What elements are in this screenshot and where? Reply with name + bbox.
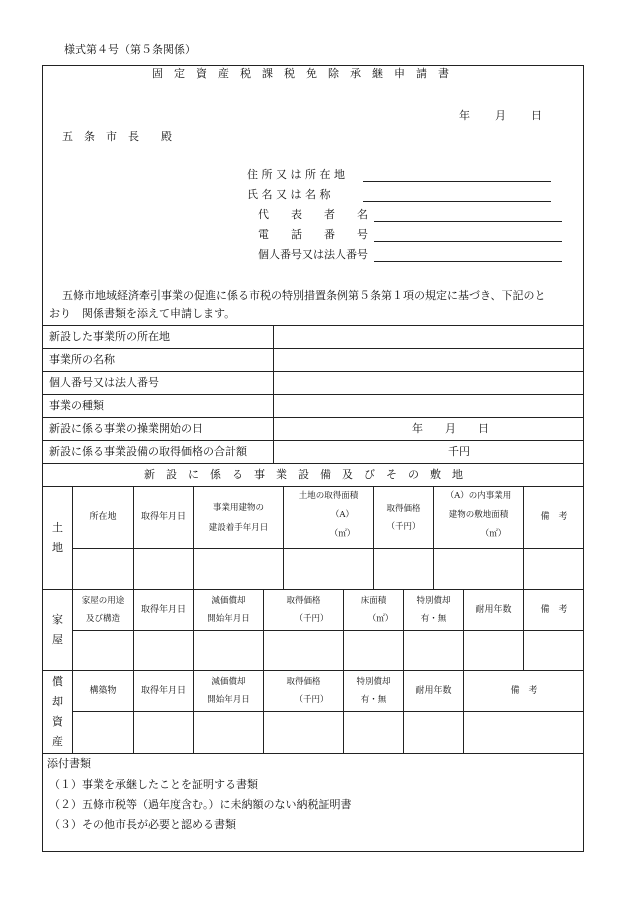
dep-acq-price-cell[interactable]	[264, 712, 343, 753]
house-special-dep-header: 特別償却 有・無	[416, 596, 451, 624]
info-value-field[interactable]	[274, 326, 583, 348]
land-building-start-header: 事業用建物の 建設着手年月日	[208, 502, 269, 533]
dep-dep-start-cell[interactable]	[194, 712, 263, 753]
total-acquisition-price-field[interactable]: 千円	[448, 445, 470, 458]
land-area-cell[interactable]	[284, 549, 373, 589]
info-label: 新設に係る事業設備の取得価格の合計額	[49, 445, 247, 458]
dep-remarks-header: 備 考	[510, 685, 538, 696]
info-label: 事業所の名称	[49, 353, 115, 366]
land-building-start-cell[interactable]	[194, 549, 283, 589]
representative-label: 代 表 者 名	[258, 208, 368, 221]
info-value-field[interactable]	[274, 395, 583, 417]
info-label: 個人番号又は法人番号	[49, 376, 159, 389]
house-acq-date-cell[interactable]	[134, 631, 193, 670]
statement-line-1: 五條市地域経済牽引事業の促進に係る市税の特別措置条例第５条第１項の規定に基づき、下記のと	[62, 289, 546, 302]
address-field[interactable]	[363, 181, 551, 182]
attachment-item: （１）事業を承継したことを証明する書類	[49, 778, 258, 791]
facilities-header: 新 設 に 係 る 事 業 設 備 及 び そ の 敷 地	[144, 468, 463, 481]
house-special-dep-cell[interactable]	[404, 631, 463, 670]
date-day[interactable]: 日	[531, 109, 542, 122]
name-label: 氏 名 又 は 名 称	[247, 188, 331, 201]
id-number-field[interactable]	[374, 261, 562, 262]
dep-special-dep-header: 特別償却 有・無	[356, 677, 391, 705]
attachment-item: （３）その他市長が必要と認める書類	[49, 818, 236, 831]
info-label: 新設した事業所の所在地	[49, 330, 170, 343]
phone-field[interactable]	[374, 241, 562, 242]
house-acq-date-header: 取得年月日	[140, 604, 186, 615]
address-label: 住 所 又 は 所 在 地	[247, 168, 345, 181]
house-acq-price-header: 取得価格 （千円）	[286, 596, 329, 624]
dep-structures-header: 構築物	[89, 685, 117, 696]
dep-useful-life-header: 耐用年数	[415, 685, 452, 696]
id-number-label: 個人番号又は法人番号	[258, 248, 368, 261]
land-section-label: 土 地	[52, 521, 63, 554]
addressee: 五 条 市 長 殿	[62, 130, 172, 143]
house-remarks-header: 備 考	[540, 604, 568, 615]
house-section-label: 家 屋	[52, 613, 63, 646]
name-field[interactable]	[363, 201, 551, 202]
house-useful-life-header: 耐用年数	[475, 604, 512, 615]
dep-acq-date-cell[interactable]	[134, 712, 193, 753]
land-inner-area-header: （A）の内事業用 建物の敷地面積 （㎡）	[445, 491, 512, 539]
land-acq-price-header: 取得価格 （千円）	[386, 503, 421, 532]
land-remarks-cell[interactable]	[524, 549, 584, 589]
dep-remarks-cell[interactable]	[464, 712, 584, 753]
operation-start-date-field[interactable]: 年 月 日	[412, 422, 489, 435]
dep-structures-cell[interactable]	[73, 712, 133, 753]
representative-field[interactable]	[374, 221, 562, 222]
house-dep-start-header: 減価償却 開始年月日	[207, 596, 250, 624]
form-title: 固 定 資 産 税 課 税 免 除 承 継 申 請 書	[152, 67, 449, 80]
info-label: 新設に係る事業の操業開始の日	[49, 422, 203, 435]
house-floor-area-header: 床面積 （㎡）	[360, 596, 394, 624]
land-area-header: 土地の取得面積 （A） （㎡）	[298, 491, 359, 539]
house-acq-price-cell[interactable]	[264, 631, 343, 670]
land-location-header: 所在地	[89, 512, 117, 522]
form-number: 様式第４号（第５条関係）	[64, 43, 196, 56]
house-useful-life-cell[interactable]	[464, 631, 523, 670]
land-location-cell[interactable]	[73, 549, 133, 589]
house-remarks-cell[interactable]	[524, 631, 584, 670]
attachments-heading: 添付書類	[47, 757, 91, 770]
house-use-header: 家屋の用途 及び構造	[81, 596, 125, 624]
info-label: 事業の種類	[49, 399, 104, 412]
date-month[interactable]: 月	[495, 109, 506, 122]
dep-dep-start-header: 減価償却 開始年月日	[207, 677, 250, 705]
date-year[interactable]: 年	[459, 109, 470, 122]
land-inner-area-cell[interactable]	[434, 549, 523, 589]
attachment-item: （２）五條市税等（過年度含む。）に未納額のない納税証明書	[49, 798, 352, 811]
land-acq-price-cell[interactable]	[374, 549, 433, 589]
phone-label: 電 話 番 号	[258, 228, 368, 241]
house-dep-start-cell[interactable]	[194, 631, 263, 670]
house-use-cell[interactable]	[73, 631, 133, 670]
land-acq-date-header: 取得年月日	[140, 512, 186, 522]
dep-special-dep-cell[interactable]	[344, 712, 403, 753]
dep-acq-price-header: 取得価格 （千円）	[286, 677, 329, 705]
dep-acq-date-header: 取得年月日	[140, 685, 186, 696]
land-acq-date-cell[interactable]	[134, 549, 193, 589]
land-remarks-header: 備 考	[540, 512, 568, 522]
info-value-field[interactable]	[274, 349, 583, 371]
house-floor-area-cell[interactable]	[344, 631, 403, 670]
dep-useful-life-cell[interactable]	[404, 712, 463, 753]
info-value-field[interactable]	[274, 372, 583, 394]
depreciable-assets-section-label: 償 却 資 産	[52, 675, 63, 748]
statement-line-2: おり 関係書類を添えて申請します。	[49, 307, 236, 320]
